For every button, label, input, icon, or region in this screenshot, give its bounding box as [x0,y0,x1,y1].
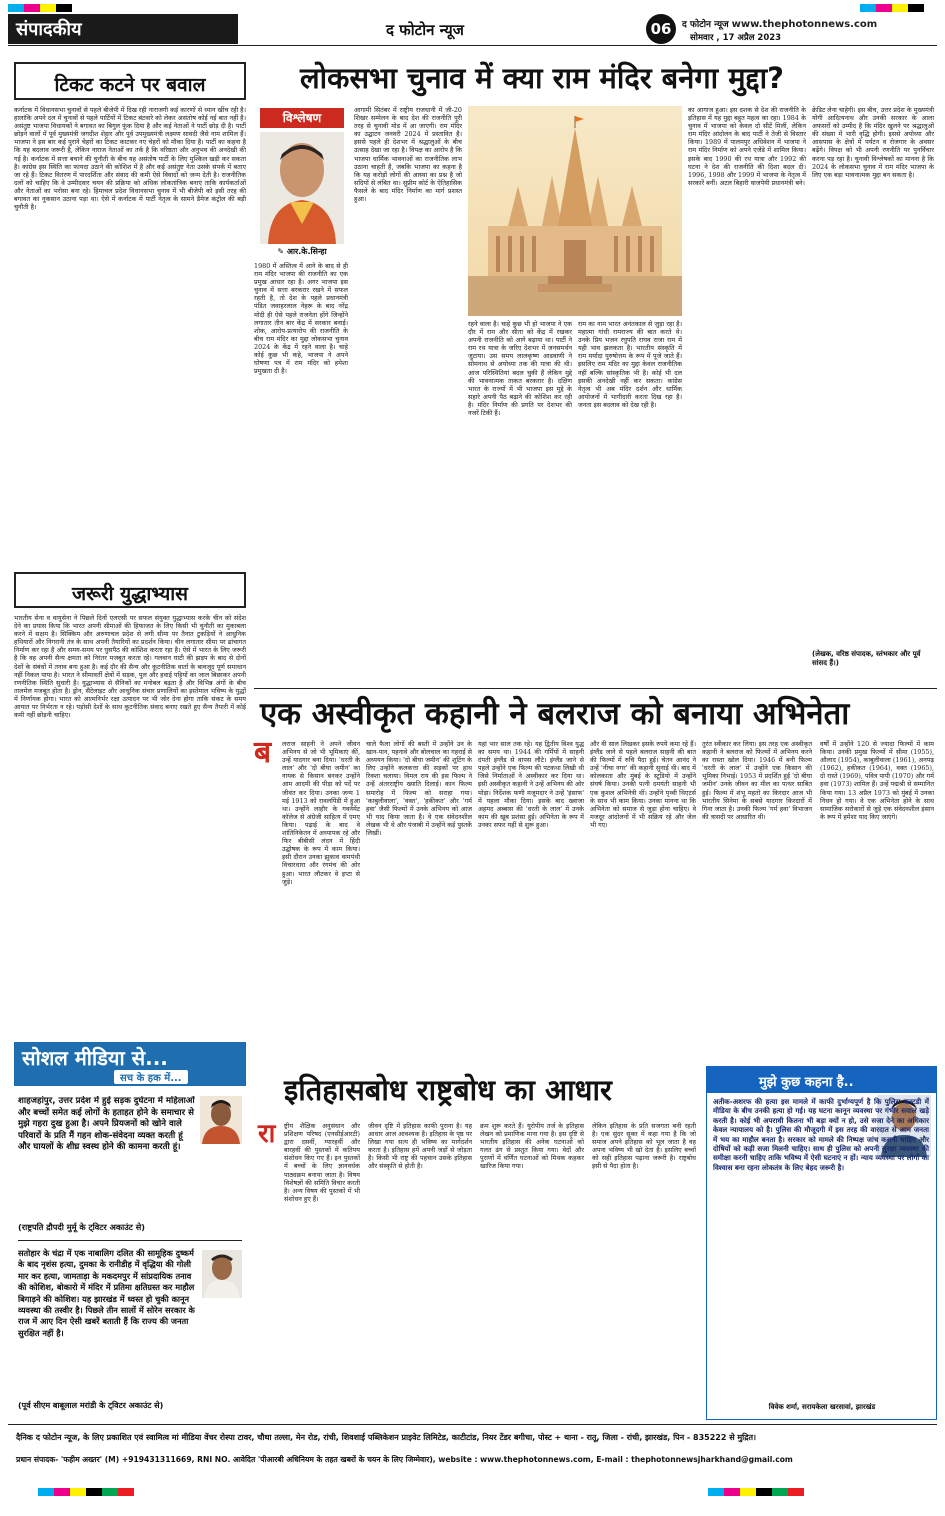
section-label: संपादकीय [8,14,238,44]
social-divider [18,1240,242,1241]
website-link[interactable]: www.thephotonnews.com [731,19,878,30]
editorial-exercise-headline-box [14,572,246,608]
cmyk-strip-bottom-right [708,1488,804,1496]
page-number-badge: 06 [646,14,676,44]
babulal-photo [202,1250,242,1298]
footer-top-rule [8,1424,937,1425]
history-headline: इतिहासबोध राष्ट्रबोध का आधार [284,1073,612,1107]
editorial-exercise-body: भारतीय सेना व वायुसेना ने पिछले दिनों एलएसी पर सफल संयुक्त युद्धाभ्यास करके चीन को संदेश देने का प्रयास किया कि भारत अपनी सीमाओं की हिफाजत के लिए किसी भी चुनौती का मुकाबला करने में सक्षम है। सिक्किम और अरुणाचल प्रदेश से लगी सीमा पर तैनात टुकड़ियों ने आधुनिक हथियारों और निगरानी तंत्र के साथ अपनी तैयारियों का प्रदर्शन किया। चीन लगातार सीमा पर ढांचागत निर्माण कर रहा है और समय-समय पर घुसपैठ की कोशिश करता रहा है। ऐसे में भारत के लिए जरूरी है कि वह अपनी सैन्य क्षमता को निरंतर मजबूत करता रहे। गलवान घाटी की झड़प के बाद से दोनों देशों के संबंधों में तनाव बना हुआ है। कई दौर की सैन्य और कूटनीतिक वार्ता के बावजूद पूर्ण समाधान नहीं निकल पाया है। भारत ने सीमावर्ती क्षेत्रों में सड़क, पुल और हवाई पट्टियों का जाल बिछाकर अपनी रणनीतिक स्थिति सुधारी है। युद्धाभ्यास से सैनिकों का मनोबल बढ़ता है और विभिन्न अंगों के बीच तालमेल मजबूत होता है। ड्रोन, सैटेलाइट और आधुनिक संचार प्रणालियों का इस्तेमाल भविष्य के युद्धों में निर्णायक होगा। भारत को आत्मनिर्भर रक्षा उत्पादन पर भी जोर देना होगा ताकि संकट के समय आयात पर निर्भरता न रहे। पड़ोसी देशों के साथ कूटनीतिक संवाद बनाए रखते हुए सैन्य तैयारी में कोई कमी नहीं छोड़नी चाहिए। [14,614,246,720]
history-column-4: लेकिन इतिहास के प्रति सजगता बनी रहती है। एक सुंदर सूक्त में कहा गया है कि जो समाज अपने इतिहास को भूल जाता है वह अपना भविष्य भी खो देता है। इसलिए बच्चों को सही इतिहास पढ़ाना जरूरी है। राष्ट्रबोध इसी से पैदा होता है। [592,1122,696,1171]
lead-article [254,52,937,682]
social-tagline: सच के हक में... [114,1070,188,1084]
editorial-exercise-headline: जरूरी युद्धाभ्यास [72,583,188,605]
editorial-exercise [14,572,246,1012]
lead-headline: लोकसभा चुनाव में क्या राम मंदिर बनेगा मुद्दा? [300,61,784,95]
opinion-box [706,1066,937,1420]
social-quote-1: शाहजहांपुर, उत्तर प्रदेश में हुई सड़क दुर्घटना में महिलाओं और बच्चों समेत कई लोगों के हताहत होने के समाचार से मुझे गहरा दुख हुआ है। अपने प्रियजनों को खोने वाले परिवारों के प्रति मैं गहन शोक-संवेदना व्यक्त करती हूं और घायलों के शीघ्र स्वस्थ होने की कामना करती हूं। [18,1096,195,1153]
masthead-rule [8,45,937,46]
social-headline: सोशल मीडिया से... [22,1046,168,1070]
feature-column-6: वर्षों में उन्होंने 120 से ज्यादा फिल्मों में काम किया। उनकी प्रमुख फिल्मों में सीमा (1955), औलाद (1954), काबुलीवाला (1961), अनपढ़ (1962), हकीकत (1964), वक्त (1965), दो रास्ते (1969), पवित्र पापी (1970) और गर्म हवा (1973) शामिल हैं। उन्हें पद्मश्री से सम्मानित किया गया। 13 अप्रैल 1973 को मुंबई में उनका निधन हो गया। वे एक अभिनेता होने के साथ सामाजिक सरोकारों से जुड़े एक संवेदनशील इंसान के रूप में हमेशा याद किए जाएंगे। [820,740,934,821]
feature-column-2: चाले फैला लोगों की बस्ती में उन्होंने उन के खान-पान, पहनावे और बोलचाल का गहराई से अध्ययन किया। 'दो बीघा जमीन' की शूटिंग के लिए उन्होंने कलकत्ता की सड़कों पर हाथ रिक्शा चलाया। विमल राय की इस फिल्म ने उन्हें अंतरराष्ट्रीय ख्याति दिलाई। कान फिल्म समारोह में फिल्म को सराहा गया। 'काबुलीवाला', 'वक्त', 'हकीकत' और 'गर्म हवा' जैसी फिल्मों में उनके अभिनय को आज भी याद किया जाता है। वे एक संवेदनशील लेखक भी थे और पंजाबी में उन्होंने कई पुस्तकें लिखीं। [366,740,472,838]
feature-drop-cap: ब [254,735,272,770]
feature-top-rule [254,688,937,689]
pen-icon: ✎ [277,247,285,256]
history-column-2: जीवन दृष्टि में इतिहास काफी पुराना है। यह आधार आज आवश्यक है। इतिहास के पृष्ठ पर लिखा गया सत्य ही भविष्य का मार्गदर्शन करता है। इतिहास हमें अपनी जड़ों से जोड़ता है। किसी भी राष्ट्र की पहचान उसके इतिहास और संस्कृति से होती है। [368,1122,472,1171]
lead-column-6: क्रेडिट लेना चाहेगी। इस बीच, उत्तर प्रदेश के मुख्यमंत्री योगी आदित्यनाथ और उनकी सरकार के आला अफसरों को उम्मीद है कि मंदिर खुलने पर श्रद्धालुओं की संख्या में भारी वृद्धि होगी। इससे अयोध्या और आसपास के क्षेत्रों में पर्यटन व रोजगार के अवसर बढ़ेंगे। विपक्ष को भी अपनी रणनीति पर पुनर्विचार करना पड़ रहा है। चुनावी विश्लेषकों का मानना है कि 2024 के लोकसभा चुनाव में राम मंदिर भाजपा के लिए एक बड़ा भावनात्मक मुद्दा बन सकता है। [812,106,934,179]
lead-column-5: का आगाज हुआ। इस दशक से देश की राजनीति के इतिहास में यह मुद्दा बहुत महत्व का रहा। 1984 के चुनाव में भाजपा को केवल दो सीटें मिलीं, लेकिन राम मंदिर आंदोलन के बाद पार्टी ने तेजी से विस्तार किया। 1989 में पालमपुर अधिवेशन में भाजपा ने राम मंदिर निर्माण को अपने एजेंडे में शामिल किया। इसके बाद 1990 की रथ यात्रा और 1992 की घटना ने देश की राजनीति की दिशा बदल दी। 1996, 1998 और 1999 में भाजपा के नेतृत्व में सरकारें बनीं। अटल बिहारी वाजपेयी प्रधानमंत्री बने। [688,106,806,187]
cmyk-strip-top-left [8,4,72,12]
footer-imprint: दैनिक द फोटोन न्यूज, के लिए प्रकाशित एवं स्वामित्व मां मीडिया वेंचर रोस्पा टावर, चौथा तल्ला, मेन रोड, रांची, शिवशाई पब्लिकेशन प्राइवेट लिमिटेड, काटीटांड, नियर टेंडर बगीचा, पोस्ट + थाना - रातू, जिला - रांची, झारखंड, पिन - 835222 से मुद्रित। [16,1433,757,1442]
opinion-headline: मुझे कुछ कहना है.. [759,1075,854,1090]
paper-name: द फोटोन न्यूज [386,21,464,39]
editorial-ticket-body: कर्नाटक में विधानसभा चुनावों से पहले बीजेपी में दिख रही नाराजगी कई कारणों से ध्यान खींच रही है। हालांकि अपने दल में चुनावों से पहले पार्टियों में टिकट बंटवारे को लेकर असंतोष कोई नई बात नहीं है। असंतुष्ट भाजपा विधायकों ने बगावत का बिगुल फूंक दिया है और कई नेताओं ने पार्टी छोड़ दी है। पार्टी छोड़ने वालों में पूर्व मुख्यमंत्री जगदीश शेट्टार और पूर्व उपमुख्यमंत्री लक्ष्मण सावदी जैसे नाम शामिल हैं। भाजपा ने इस बार कई पुराने चेहरों का टिकट काटकर नए चेहरों को मौका दिया है। पार्टी का कहना है कि यह बदलाव जरूरी है, लेकिन नाराज नेताओं का तर्क है कि वरिष्ठता और अनुभव की अनदेखी की गई है। कर्नाटक में सत्ता बचाने की चुनौती के बीच यह असंतोष पार्टी के लिए मुश्किल खड़ी कर सकता है। कांग्रेस इस स्थिति का फायदा उठाने की कोशिश में है और कई असंतुष्ट नेता उसके संपर्क में बताए जा रहे हैं। टिकट वितरण में पारदर्शिता और संवाद की कमी ऐसे विवादों को जन्म देती है। राजनीतिक दलों को चाहिए कि वे उम्मीदवार चयन की प्रक्रिया को अधिक लोकतांत्रिक बनाएं ताकि कार्यकर्ताओं और नेताओं का भरोसा बना रहे। हिमाचल प्रदेश विधानसभा चुनाव में भी बीजेपी को इसी तरह की बगावत का नुकसान उठाना पड़ा था। ऐसे में कर्नाटक में पार्टी नेतृत्व के सामने डैमेज कंट्रोल की बड़ी चुनौती है। [14,106,246,212]
feature-column-3: यहां भार साल तक रहे। यह द्वितीय विश्व युद्ध का समय था। 1944 की गर्मियों में साहनी दंपती इंग्लैंड से वापस लौटे। इंग्लैंड जाने से पहले उन्होंने एक फिल्म की पटकथा लिखी थी जिसे निर्माताओं ने अस्वीकार कर दिया था। इसी अस्वीकृत कहानी ने उन्हें अभिनय की ओर मोड़ा। निर्देशक फणी मजूमदार ने उन्हें 'इंसाफ' में पहला मौका दिया। इसके बाद ख्वाजा अहमद अब्बास की 'धरती के लाल' में उनके काम की खूब प्रशंसा हुई। अभिनेता के रूप में उनका सफर यहीं से शुरू हुआ। [478,740,584,829]
social-media-box [14,1042,246,1414]
author-name: ✎ आर.के.सिन्हा [277,247,327,256]
social-quote-2: सतोहार के चंद्रा में एक नाबालिग दलित की सामूहिक दुष्कर्म के बाद नृशंस हत्या, दुमका के रानीडीह में वृद्धिया की गोली मार कर हत्या, जामताड़ा के मकदमपुर में सांप्रदायिक तनाव की कोशिश, बोकारो में मंदिर में प्रतिमा क्षतिग्रस्त कर माहौल बिगाड़ने की कोशिश। यह झारखंड में ध्वस्त हो चुकी कानून व्यवस्था की तस्वीर है। पिछले तीन सालों में सोरेन सरकार के राज में आए दिन ऐसी खबरें बताती हैं कि राज्य की जनता सुरक्षित नहीं है। [18,1248,195,1338]
social-header [14,1042,246,1086]
footer-editor-line: प्रधान संपादक- 'फहीम अख्तर' (M) +919431311669, RNI NO. आवेदित 'पीआरबी अधिनियम के तहत खबरों के चयन के लिए जिम्मेवार), website : www.thephotonnews.com, E-mail : thephotonnewsjharkhand@gmail.com [16,1455,793,1464]
lead-column-4: राम का नाम भारत अनंतकाल से जुड़ा रहा है। महात्मा गांधी रामराज्य की बात करते थे। उनके प्रिय भजन रघुपति राघव राजा राम में यही भाव झलकता है। भारतीय संस्कृति में राम मर्यादा पुरुषोत्तम के रूप में पूजे जाते हैं। इसलिए राम मंदिर का मुद्दा केवल राजनीतिक नहीं बल्कि सांस्कृतिक भी है। कोई भी दल इसकी अनदेखी नहीं कर सकता। कांग्रेस नेतृत्व भी अब मंदिर दर्शन और धार्मिक आयोजनों में भागीदारी करता दिख रहा है। जनता इस बदलाव को देख रही है। [578,320,682,409]
social-quote-2-source: (पूर्व सीएम बाबूलाल मरांडी के ट्विटर अकाउंट से) [18,1401,164,1410]
history-column-3: क्रम शुरू करते हैं। यूरोपीय तर्ज के इतिहास लेखन को प्रमाणिक माना गया है। इस दृष्टि से भारतीय इतिहास की अनेक घटनाओं को गलत ढंग से प्रस्तुत किया गया। वेदों और पुराणों में वर्णित घटनाओं को मिथक कहकर खारिज किया गया। [480,1122,584,1171]
masthead [0,0,945,46]
editorial-ticket-headline-box [14,62,246,100]
feature-article [254,688,937,1060]
cmyk-strip-top-right [860,4,924,12]
lead-column-1: 1980 में अस्तित्व में आने के बाद से ही राम मंदिर भाजपा की राजनीति का एक प्रमुख आधार रहा है। अगर भाजपा इस चुनाव में सत्ता बरकरार रखने में सफल रहती है, तो देश के पहले प्रधानमंत्री पंडित जवाहरलाल नेहरू के बाद नरेंद्र मोदी ही ऐसे पहले राजनेता होंगे जिन्होंने लगातार तीन बार केंद्र में सरकार बनाई। शोक, आरोप-प्रत्यारोप की राजनीति के बीच राम मंदिर का मुद्दा लोकसभा चुनाव 2024 के केंद्र में रहने वाला है। चाहे कोई कुछ भी कहे, भाजपा ने अपने घोषणा पत्र में राम मंदिर को हमेशा प्रमुखता दी है। [254,262,348,376]
masthead-brand [682,17,877,30]
history-drop-cap: रा [258,1119,276,1149]
lead-column-3: रहने वाला है। चाहे कुछ भी हो भाजपा ने एक दौर में राम और सीता को केंद्र में रखकर अपनी राजनीति को आगे बढ़ाया था। पार्टी ने राम रथ यात्रा के जरिए देशभर में जनसमर्थन जुटाया। उस समय लालकृष्ण आडवाणी ने सोमनाथ से अयोध्या तक की यात्रा की थी। आज परिस्थितियां बदल चुकी हैं लेकिन मुद्दे की भावनात्मक ताकत बरकरार है। दक्षिण भारत के राज्यों में भी भाजपा इस मुद्दे के सहारे अपनी पैठ बढ़ाने की कोशिश कर रही है। मंदिर निर्माण की प्रगति पर देशभर की नजरें टिकी हैं। [468,320,572,418]
opinion-body: अतीक-अशरफ की हत्या इस मामले में काफी दुर्भाग्यपूर्ण है कि पुलिस कस्टडी में मीडिया के बीच उनकी हत्या हो गई। यह घटना कानून व्यवस्था पर गंभीर सवाल खड़े करती है। कोई भी अपराधी कितना भी बड़ा क्यों न हो, उसे सजा देने का अधिकार केवल न्यायालय को है। पुलिस की मौजूदगी में इस तरह की वारदात से आम जनता में भय का माहौल बनता है। सरकार को मामले की निष्पक्ष जांच करानी चाहिए और दोषियों को कड़ी सजा मिलनी चाहिए। साथ ही पुलिस को अपनी सुरक्षा व्यवस्था की समीक्षा करनी चाहिए ताकि भविष्य में ऐसी घटनाएं न हों। न्याय व्यवस्था पर लोगों का विश्वास बना रहना लोकतंत्र के लिए बेहद जरूरी है। [713,1097,929,1172]
editorial-ticket-headline: टिकट कटने पर बवाल [54,74,206,96]
cmyk-strip-bottom [38,1488,134,1496]
opinion-header [707,1067,936,1093]
editorial-ticket [14,62,246,558]
feature-headline: एक अस्वीकृत कहानी ने बलराज को बनाया अभिनेता [260,696,850,732]
feature-column-5: तुरंत स्वीकार कर लिया। इस तरह एक अस्वीकृत कहानी ने बलराज को फिल्मों में अभिनय करने का रास्ता खोल दिया। 1946 में बनी फिल्म 'धरती के लाल' में उन्होंने एक किसान की भूमिका निभाई। 1953 में प्रदर्शित हुई 'दो बीघा जमीन' उनके जीवन का मील का पत्थर साबित हुई। फिल्म में शंभू महतो का किरदार आज भी भारतीय सिनेमा के सबसे यादगार किरदारों में गिना जाता है। उनकी फिल्म 'गर्म हवा' विभाजन की त्रासदी पर आधारित थी। [702,740,812,821]
analysis-tag: विश्लेषण [260,108,344,128]
footer [8,1424,937,1514]
ram-temple-image [468,106,682,316]
small-brand: द फोटोन न्यूज [682,20,729,30]
lead-author-note: (लेखक, वरिष्ठ संपादक, स्तंभकार और पूर्व सांसद हैं।) [812,650,921,667]
lead-column-2: आगामी सितंबर में राष्ट्रीय राजधानी में जी-20 शिखर सम्मेलन के बाद देश की राजनीति पूरी तरह से चुनावी मोड में आ जाएगी। राम मंदिर का उद्घाटन जनवरी 2024 में प्रस्तावित है। इससे पहले ही देशभर में श्रद्धालुओं के बीच उत्साह देखा जा रहा है। विपक्ष का आरोप है कि भाजपा धार्मिक भावनाओं का राजनीतिक लाभ उठाना चाहती है, जबकि भाजपा का कहना है कि यह करोड़ों लोगों की आस्था का प्रश्न है जो सदियों से लंबित था। सुप्रीम कोर्ट के ऐतिहासिक फैसले के बाद मंदिर निर्माण का मार्ग प्रशस्त हुआ। [354,106,462,204]
feature-column-4: और वी साल लिखकर इसके रुपये कमा रहे हैं। इंग्लैंड जाने से पहले बलराज साहनी की बात की फिल्मों में रुचि पैदा हुई। चेतन आनंद ने उन्हें 'नीचा नगर' की कहानी सुनाई थी। बाद में कोलकाता और मुंबई के स्टूडियो में उन्होंने संघर्ष किया। उनकी पत्नी दमयंती साहनी भी एक कुशल अभिनेत्री थीं। उन्होंने पृथ्वी थिएटर्स के साथ भी काम किया। उनका मानना था कि अभिनेता को समाज से जुड़ा होना चाहिए। वे मजदूर आंदोलनों में भी सक्रिय रहे और जेल भी गए। [590,740,696,829]
opinion-footer: विवेक शर्मा, सरायकेला खरसावां, झारखंड [768,1403,876,1411]
author-photo [260,132,344,244]
president-photo [200,1096,242,1144]
social-quote-1-source: (राष्ट्रपति द्रौपदी मुर्मू के ट्विटर अकाउंट से) [18,1222,146,1232]
feature-column-1: लराज साहनी ने अपने जीवन अभिनय से जो भी भूमिकाएं कीं, उन्हें यादगार बना दिया। 'धरती के लाल' और 'दो बीघा जमीन' का नायक से किसान बनकर उन्होंने आम आदमी की पीड़ा को पर्दे पर जीवंत कर दिया। उनका जन्म 1 मई 1913 को रावलपिंडी में हुआ था। उन्होंने लाहौर के गवर्नमेंट कॉलेज से अंग्रेजी साहित्य में एमए किया। पढ़ाई के बाद वे शांतिनिकेतन में अध्यापक रहे और फिर बीबीसी लंदन में हिंदी उद्घोषक के रूप में काम किया। इसी दौरान उनका झुकाव वामपंथी विचारधारा और रंगमंच की ओर हुआ। भारत लौटकर वे इप्टा से जुड़े। [282,740,360,886]
history-article [254,1066,698,1420]
issue-date: सोमवार , 17 अप्रैल 2023 [690,33,782,43]
history-column-1: ष्ट्रीय शैक्षिक अनुसंधान और प्रशिक्षण परिषद (एनसीईआरटी) द्वारा दसवीं, ग्यारहवीं और बारहवीं की पुस्तकों में कतिपय संशोधन किए गए हैं। इन पुस्तकों में बच्चों के लिए ज्ञानवर्धक पाठ्यक्रम बनाया जाता है। विषय विशेषज्ञों की समिति विचार करती है। अन्य विषय की पुस्तकों में भी संशोधन हुए हैं। [284,1122,360,1203]
